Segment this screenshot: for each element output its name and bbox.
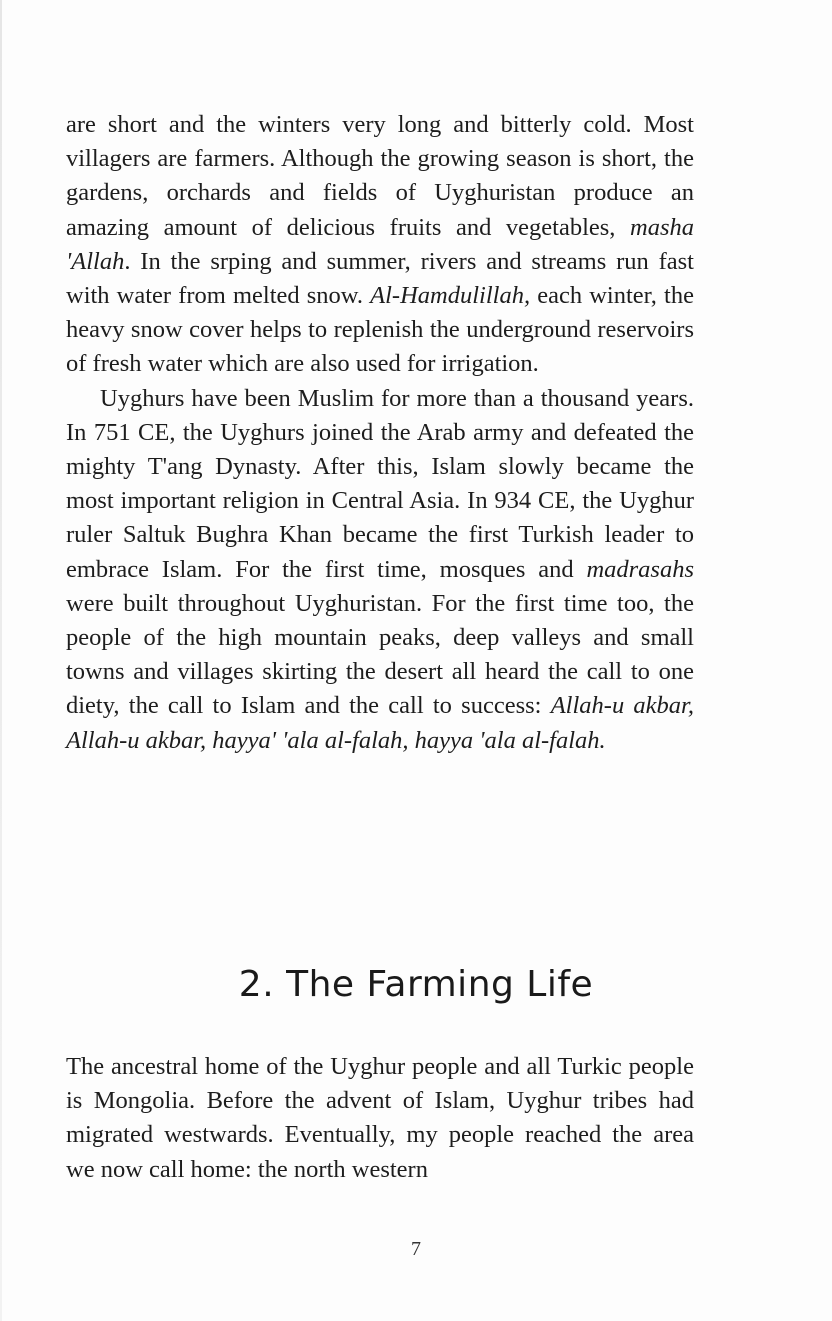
text-run: are short and the winters very long and bitterly cold. Most villagers are farmers. Although the growing season is short, the gardens, orchards and fields of Uyghuristan produce an amazing amount of delicious fruits and vegetables, (66, 111, 694, 241)
text-run: each winter, the heavy snow cover helps to replenish the underground reservoirs of fresh water which are also used for irrigation. (66, 282, 694, 378)
chapter-title: 2. The Farming Life (238, 964, 594, 1005)
paragraph-2 (66, 382, 694, 758)
page-number: 7 (411, 1238, 421, 1260)
body-text (66, 108, 694, 758)
text-run: . In the srping and summer, rivers and streams run fast with water from melted snow. (66, 247, 694, 310)
text-run: were built throughout Uyghuristan. For the first time too, the people of the high mountain peaks, deep valleys and small towns and villages skirting the desert all heard the call to one diety, the call to Islam and the call to success: (66, 589, 694, 720)
page-edge-shadow (0, 0, 2, 1321)
chapter-opening-paragraph: The ancestral home of the Uyghur people and all Turkic people is Mongolia. Before the advent of Islam, Uyghur tribes had migrated westwards. Eventually, my people reached the area we now call home: the north western (66, 1053, 694, 1183)
italic-term: madrasahs (586, 555, 694, 583)
italic-term: masha 'Allah (66, 213, 694, 275)
italic-term: Al-Hamdulillah, (370, 282, 531, 310)
text-run: Uyghurs have been Muslim for more than a thousand years. In 751 CE, the Uyghurs joined the Arab army and defeated the mighty T'ang Dynasty. After this, Islam slowly became the most important religion in Central Asia. In 934 CE, the Uyghur ruler Saltuk Bughra Khan became the first Turkish leader to embrace Islam. For the first time, mosques and (66, 384, 694, 583)
italic-phrase: Allah-u akbar, Allah-u akbar, hayya' 'ala al-falah, hayya 'ala al-falah. (66, 692, 694, 754)
paragraph-1 (66, 108, 694, 382)
